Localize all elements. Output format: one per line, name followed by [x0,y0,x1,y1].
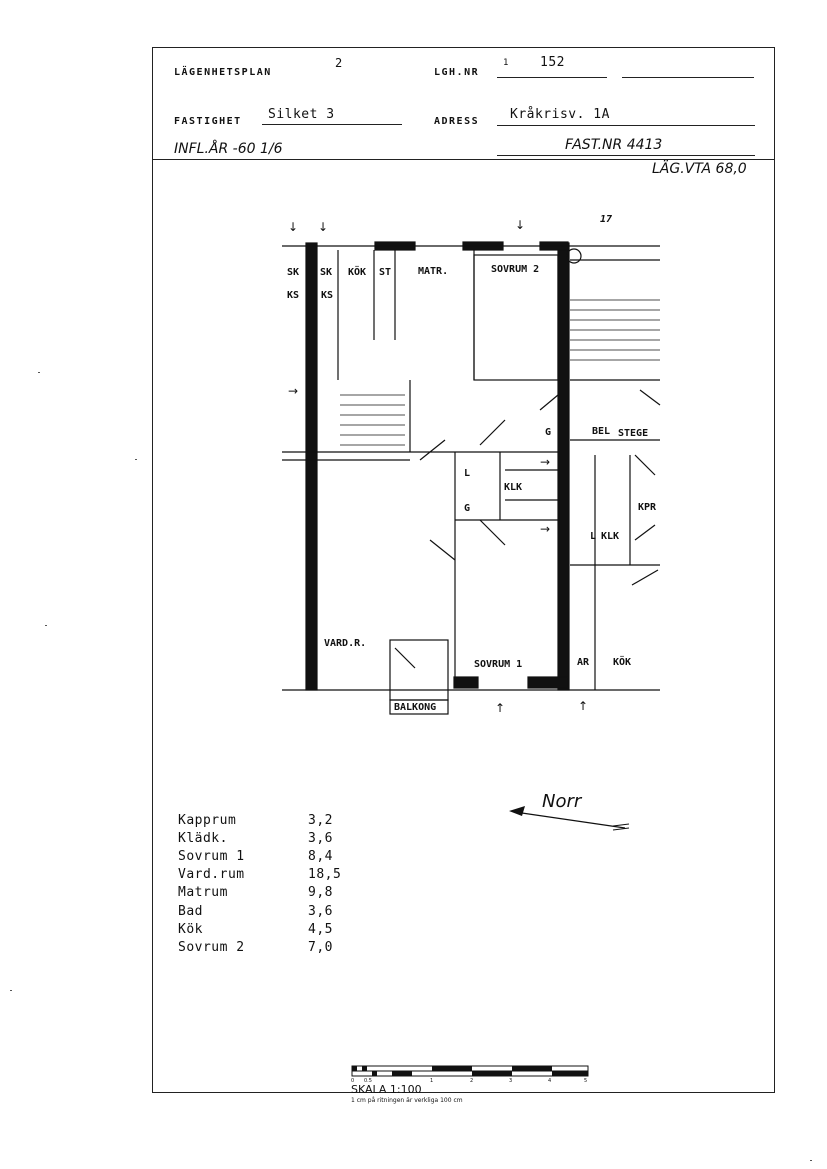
svg-text:↓: ↓ [515,218,526,232]
room-small-ar: AR [577,657,590,668]
area-row: Sovrum 2 7,0 [178,939,333,955]
room-stege: STEGE [618,428,649,439]
room-ks: KS [287,290,300,301]
room-klk-right: KLK [601,531,620,542]
lgh-label: LGH.NR [434,67,480,78]
scale-tick: 0 [351,1078,355,1084]
scale-tick: 5 [584,1078,588,1084]
room-kok-top: KÖK [348,267,367,278]
room-st: ST [379,267,392,278]
area-table [178,811,368,957]
room-ks: KS [321,290,334,301]
room-g: G [464,503,471,514]
svg-text:→: → [540,455,551,469]
moved-in-year: INFL.ÅR -60 1/6 [174,141,283,157]
scan-speck [38,372,40,373]
area-row: Matrum 9,8 [178,885,333,901]
area-row: Kapprum 3,2 [178,812,333,828]
area-row: Sovrum 1 8,4 [178,848,333,864]
room-bel: BEL [592,426,611,437]
plan-number: 2 [335,56,343,70]
area-row: Vard.rum 18,5 [178,867,342,883]
area-row: Kök 4,5 [178,921,333,937]
room-klk-center: KLK [504,482,523,493]
scale-note: 1 cm på ritningen är verkliga 100 cm [351,1097,463,1104]
svg-text:↓: ↓ [318,220,329,234]
room-balkong: BALKONG [394,702,437,713]
scale-tick: 2 [470,1078,474,1084]
lgh-number: 1 [503,58,509,68]
property-label: FASTIGHET [174,116,242,127]
room-g: G [545,427,552,438]
scale-tick: 1 [430,1078,434,1084]
west-wall [306,243,317,690]
room-vardagsrum: VARD.R. [324,638,367,649]
room-kpr: KPR [638,502,657,513]
room-l: L [590,531,597,542]
room-sovrum-2: SOVRUM 2 [491,264,540,275]
svg-text:↑: ↑ [495,701,506,715]
svg-text:↓: ↓ [288,220,299,234]
scan-speck [135,459,137,460]
scale-tick: 4 [548,1078,552,1084]
room-sk: SK [320,267,333,278]
area-row: Bad 3,6 [178,903,333,919]
svg-text:→: → [288,384,299,398]
scan-speck [810,1160,812,1161]
east-wall [558,243,569,690]
lgh-value: 152 [540,55,565,70]
svg-text:↑: ↑ [578,699,589,713]
room-kok-bottom: KÖK [613,657,632,668]
scan-speck [10,990,12,991]
room-sovrum-1: SOVRUM 1 [474,659,523,670]
scale-label: SKALA 1:100 [351,1083,422,1096]
address-value: Kråkrisv. 1A [510,107,610,122]
room-sk: SK [287,267,300,278]
scale-tick: 0.5 [364,1078,372,1084]
south-wall-segment [528,677,568,688]
property-value: Silket 3 [268,107,335,122]
room-l: L [464,468,471,479]
property-number: FAST.NR 4413 [565,137,663,153]
annotation-17: 17 [600,214,613,225]
area-row: Klädk. 3,6 [178,830,333,846]
svg-text:→: → [540,522,551,536]
plan-label: LÄGENHETSPLAN [174,67,272,78]
address-label: ADRESS [434,116,480,127]
apartment-area: LÄG.VTA 68,0 [652,161,747,177]
room-matr: MATR. [418,266,449,277]
scale-tick: 3 [509,1078,513,1084]
scan-speck [45,625,47,626]
south-wall-segment [454,677,478,688]
north-label: Norr [542,791,582,812]
